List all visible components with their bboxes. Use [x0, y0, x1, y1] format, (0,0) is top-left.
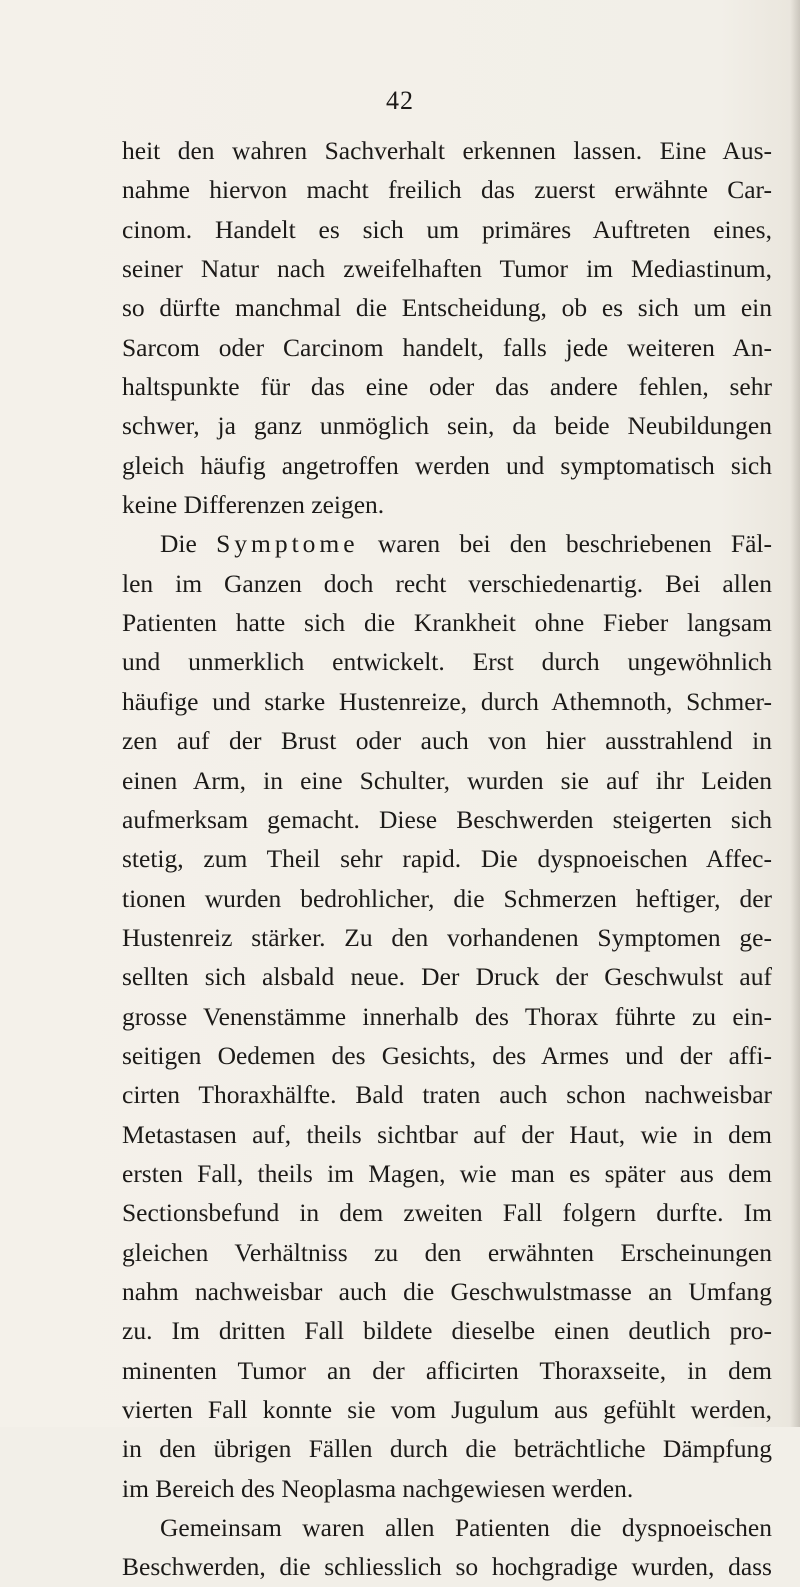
text-line: cinom. Handelt es sich um primäres Auftreten eines, [122, 214, 772, 244]
text-line: gleichen Verhältniss zu den erwähnten Erscheinungen [122, 1237, 772, 1267]
line-lead-text: Die [160, 529, 217, 559]
text-line: grosse Venenstämme innerhalb des Thorax führte zu ein- [122, 1001, 772, 1031]
text-line: so dürfte manchmal die Entscheidung, ob es sich um ein [122, 293, 772, 323]
text-line: Sectionsbefund in dem zweiten Fall folgern durfte. Im [122, 1198, 772, 1228]
emphasized-term: Symptome [216, 529, 359, 559]
text-line: seiner Natur nach zweifelhaften Tumor im Mediastinum, [122, 254, 772, 284]
text-line: nahme hiervon macht freilich das zuerst erwähnte Car- [122, 175, 772, 205]
text-line: Patienten hatte sich die Krankheit ohne Fieber langsam [122, 608, 772, 638]
text-line: Sarcom oder Carcinom handelt, falls jede weiteren An- [122, 332, 772, 362]
line-tail-text: waren bei den beschriebenen Fäl- [358, 529, 772, 559]
paragraph-start-line: Gemeinsam waren allen Patienten die dyspnoeischen [160, 1513, 772, 1543]
paragraph-end-line: keine Differenzen zeigen. [122, 490, 385, 520]
text-line: ersten Fall, theils im Magen, wie man es später aus dem [122, 1158, 772, 1188]
text-line: vierten Fall konnte sie vom Jugulum aus gefühlt werden, [122, 1395, 772, 1424]
text-line: heit den wahren Sachverhalt erkennen lassen. Eine Aus- [122, 136, 772, 165]
page-number: 42 [386, 86, 414, 115]
text-line: und unmerklich entwickelt. Erst durch ungewöhnlich [122, 647, 772, 677]
body-text [122, 131, 772, 1587]
text-line: Hustenreiz stärker. Zu den vorhandenen Symptomen ge- [122, 922, 772, 952]
text-line: stetig, zum Theil sehr rapid. Die dyspnoeischen Affec- [122, 844, 772, 874]
text-line: Metastasen auf, theils sichtbar auf der Haut, wie in dem [122, 1119, 772, 1149]
text-line: in den übrigen Fällen durch die beträchtliche Dämpfung [122, 1434, 772, 1464]
text-line: tionen wurden bedrohlicher, die Schmerzen heftiger, der [122, 883, 772, 913]
text-line: len im Ganzen doch recht verschiedenartig. Bei allen [122, 568, 772, 598]
text-line: zen auf der Brust oder auch von hier ausstrahlend in [122, 726, 772, 756]
text-line: cirten Thoraxhälfte. Bald traten auch schon nachweisbar [122, 1080, 772, 1110]
text-line: gleich häufig angetroffen werden und symptomatisch sich [122, 450, 772, 480]
text-line: nahm nachweisbar auch die Geschwulstmasse an Umfang [122, 1276, 772, 1306]
text-line: zu. Im dritten Fall bildete dieselbe einen deutlich pro- [122, 1316, 772, 1346]
text-line: sellten sich alsbald neue. Der Druck der Geschwulst auf [122, 962, 772, 992]
page-edge-shadow [790, 0, 800, 1427]
text-line: schwer, ja ganz unmöglich sein, da beide Neubildungen [122, 411, 772, 441]
text-line: minenten Tumor an der afficirten Thoraxseite, in dem [122, 1355, 772, 1385]
text-line: aufmerksam gemacht. Diese Beschwerden steigerten sich [122, 804, 772, 834]
text-line: haltspunkte für das eine oder das andere fehlen, sehr [122, 372, 772, 402]
text-line: einen Arm, in eine Schulter, wurden sie auf ihr Leiden [122, 765, 772, 795]
text-line: Beschwerden, die schliesslich so hochgradige wurden, dass [122, 1552, 772, 1582]
text-line: seitigen Oedemen des Gesichts, des Armes und der affi- [122, 1040, 772, 1070]
text-line: häufige und starke Hustenreize, durch Athemnoth, Schmer- [122, 686, 772, 716]
paragraph-start-line [122, 524, 772, 563]
paragraph-end-line: im Bereich des Neoplasma nachgewiesen werden. [122, 1473, 634, 1503]
